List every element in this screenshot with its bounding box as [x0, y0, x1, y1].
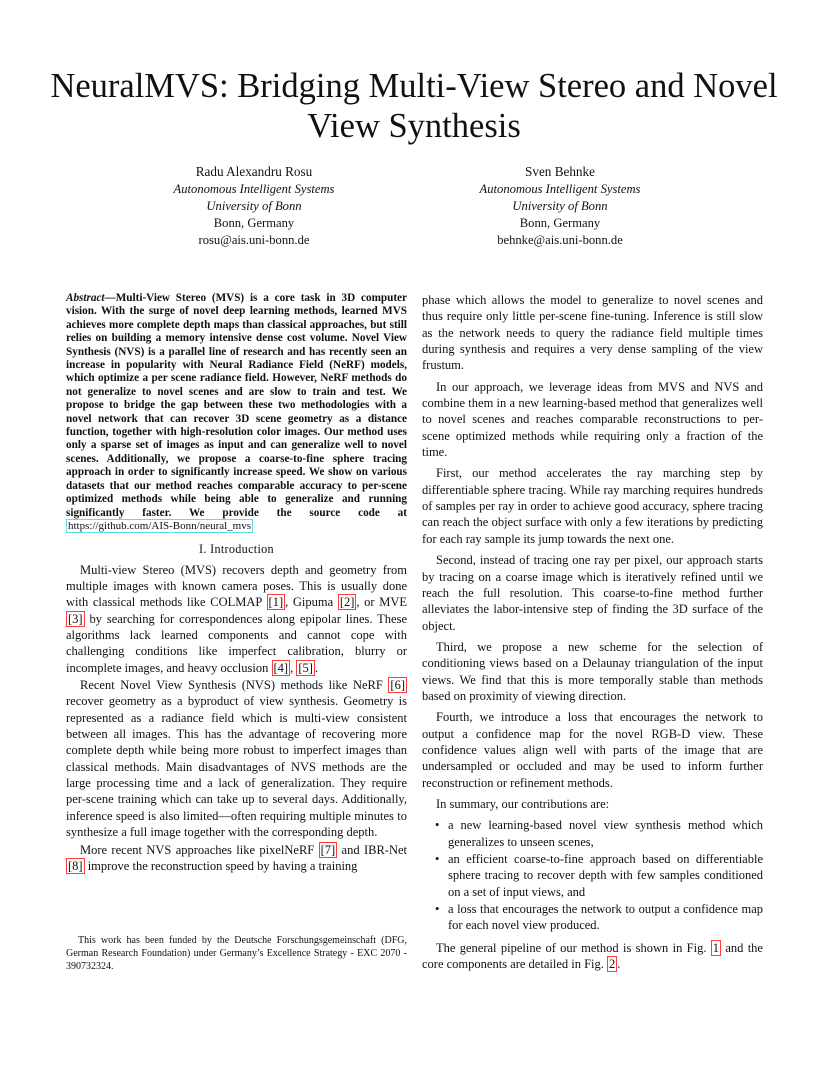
- author-name: Radu Alexandru Rosu: [195, 164, 313, 179]
- citation-link[interactable]: [3]: [68, 611, 83, 626]
- right-paragraph-6: Fourth, we introduce a loss that encourages the network to output a confidence map for the novel RGB-D view. These confidence values align well with parts of the image that are undersampled or occluded and may be used to inform further reconstruction or refinement methods.: [422, 710, 763, 790]
- author-block-2: [430, 163, 690, 249]
- author-location: Bonn, Germany: [519, 216, 601, 230]
- right-paragraph-4: Second, instead of tracing one ray per pixel, our approach starts by tracing on a coarse image which is iteratively refined until we reach the full resolution. This coarse-to-fine method further alleviates the labor-intensive step of finding the 3D surface of the object.: [422, 553, 763, 633]
- list-item: [435, 851, 763, 900]
- text-run: The general pipeline of our method is shown in Fig.: [436, 940, 711, 955]
- abstract-text: —Multi-View Stereo (MVS) is a core task in 3D computer vision. With the surge of novel deep learning methods, learned MVS achieves more complete depth maps than classical approaches, but still relies on building a memory intensive dense cost volume. Novel View Synthesis (NVS) is a parallel line of research and has recently seen an increase in popularity with Neural Radiance Field (NeRF) models, which optimize a per scene radiance field. However, NeRF methods do not generalize to novel scenes and are slow to train and test. We propose to bridge the gap between these two methodologies with a novel network that can recover 3D scene geometry as a distance function, together with high-resolution color images. Our method uses only a sparse set of images as input and can generalize well to novel scenes. Additionally, we propose a coarse-to-fine sphere tracing approach in order to significantly increase speed. We show on various datasets that our method reaches comparable accuracy to per-scene optimized methods while being able to generalize and running significantly faster. We provide the source code at: [66, 292, 407, 519]
- citation-link[interactable]: [4]: [273, 660, 289, 675]
- author-block-1: [124, 163, 384, 249]
- intro-paragraph-2: [66, 677, 407, 840]
- right-paragraph-5: Third, we propose a new scheme for the selection of conditioning views based on a Delaunay triangulation of the input views. We find that this is more temporally stable than methods based on proximity of viewing direction.: [422, 639, 763, 703]
- author-email: behnke@ais.uni-bonn.de: [497, 233, 623, 247]
- author-name: Sven Behnke: [525, 164, 595, 179]
- text-run: More recent NVS approaches like pixelNeRF: [80, 842, 319, 857]
- text-run: Recent Novel View Synthesis (NVS) methods like NeRF: [80, 678, 389, 693]
- text-run: .: [617, 957, 621, 972]
- left-column: [66, 292, 407, 874]
- right-paragraph-2: In our approach, we leverage ideas from MVS and NVS and combine them in a new learning-based method that generalizes well to novel scenes and reaches comparable reconstructions to per-scene optimized methods while requiring only a fraction of the time.: [422, 379, 763, 460]
- title-line-1: NeuralMVS: Bridging Multi-View Stereo and Novel: [50, 67, 778, 105]
- intro-paragraph-3: [66, 842, 407, 875]
- text-run: , Gipuma: [285, 595, 338, 610]
- source-code-link[interactable]: https://github.com/AIS-Bonn/neural_mvs: [68, 519, 252, 532]
- author-group: Autonomous Intelligent Systems: [173, 182, 335, 196]
- list-item: [435, 817, 763, 850]
- abstract: [66, 292, 407, 533]
- figure-link[interactable]: 2: [609, 957, 616, 972]
- right-paragraph-7: In summary, our contributions are:: [436, 796, 610, 811]
- bullet-icon: •: [435, 818, 440, 833]
- text-run: improve the reconstruction speed by having a training: [84, 858, 358, 873]
- text-run: Multi-view Stereo (MVS) recovers depth and geometry from multiple images with known camera poses. This is usually done with classical methods like COLMAP: [66, 562, 407, 610]
- figure-link[interactable]: 1: [712, 940, 720, 955]
- section-heading-introduction: I. Introduction: [199, 542, 274, 557]
- text-run: by searching for correspondences along epipolar lines. These algorithms lack learned components and cannot cope with challenging conditions like imperfect calibration, blurry or incomplete images, and heavy occlusion: [66, 611, 407, 675]
- text-run: recover geometry as a byproduct of view synthesis. Geometry is represented as a radiance field which is multi-view consistent between all images. This has the advantage of recovering more complete depth while being more robust to imperfect images than classical methods. Main disadvantages of NVS methods are the large processing time and a lack of generalization. They require per-scene training which can take up to several days. Additionally, inference speed is also limited—often requiring multiple minutes to synthesize a full image together with the corresponding depth.: [66, 694, 407, 840]
- contributions-list: [422, 817, 763, 933]
- footnote: This work has been funded by the Deutsche Forschungsgemeinschaft (DFG, German Research Foundation) under Germany’s Excellence Strategy - EXC 2070 - 390732324.: [66, 935, 407, 972]
- author-location: Bonn, Germany: [213, 216, 295, 230]
- right-paragraph-3: First, our method accelerates the ray marching step by differentiable sphere tracing. While ray marching requires hundreds of samples per ray in order to achieve good accuracy, sphere tracing can reach the object surface with only a few iterations by predicting for each ray sample its jump towards the next one.: [422, 466, 763, 546]
- right-paragraph-8: [422, 940, 763, 973]
- citation-link[interactable]: [7]: [320, 842, 336, 857]
- author-university: University of Bonn: [206, 199, 302, 213]
- citation-link[interactable]: [5]: [298, 660, 313, 675]
- list-item-text: an efficient coarse-to-fine approach based on differentiable sphere tracing to recover depth with few samples conditioned on a set of input views, and: [448, 852, 763, 899]
- text-run: ,: [290, 660, 297, 675]
- citation-link[interactable]: [2]: [339, 595, 355, 610]
- right-column: [422, 292, 763, 977]
- paper-title: [0, 66, 828, 146]
- citation-link[interactable]: [6]: [390, 678, 405, 693]
- bullet-icon: •: [435, 902, 440, 917]
- citation-link[interactable]: [1]: [268, 595, 284, 610]
- text-run: and IBR-Net: [337, 842, 407, 857]
- list-item-text: a new learning-based novel view synthesis method which generalizes to unseen scenes,: [448, 818, 763, 849]
- bullet-icon: •: [435, 852, 440, 866]
- text-run: and the core components are detailed in Fig.: [422, 940, 763, 972]
- citation-link[interactable]: [8]: [68, 858, 83, 873]
- intro-paragraph-1: [66, 562, 407, 676]
- list-item-text: a loss that encourages the network to output a confidence map for each novel view produced.: [448, 902, 763, 933]
- author-email: rosu@ais.uni-bonn.de: [198, 233, 310, 247]
- text-run: .: [314, 660, 319, 675]
- text-run: , or MVE: [356, 595, 407, 610]
- author-university: University of Bonn: [512, 199, 608, 213]
- author-group: Autonomous Intelligent Systems: [479, 182, 641, 196]
- right-paragraph-1: phase which allows the model to generalize to novel scenes and thus require only little per-scene fine-tuning. Inference is still slow as the network needs to query the radiance field multiple times during synthesis and requires a very dense sampling of the view frustum.: [422, 293, 763, 373]
- title-line-2: View Synthesis: [307, 107, 521, 145]
- list-item: [435, 901, 763, 934]
- abstract-lead: Abstract: [66, 292, 105, 304]
